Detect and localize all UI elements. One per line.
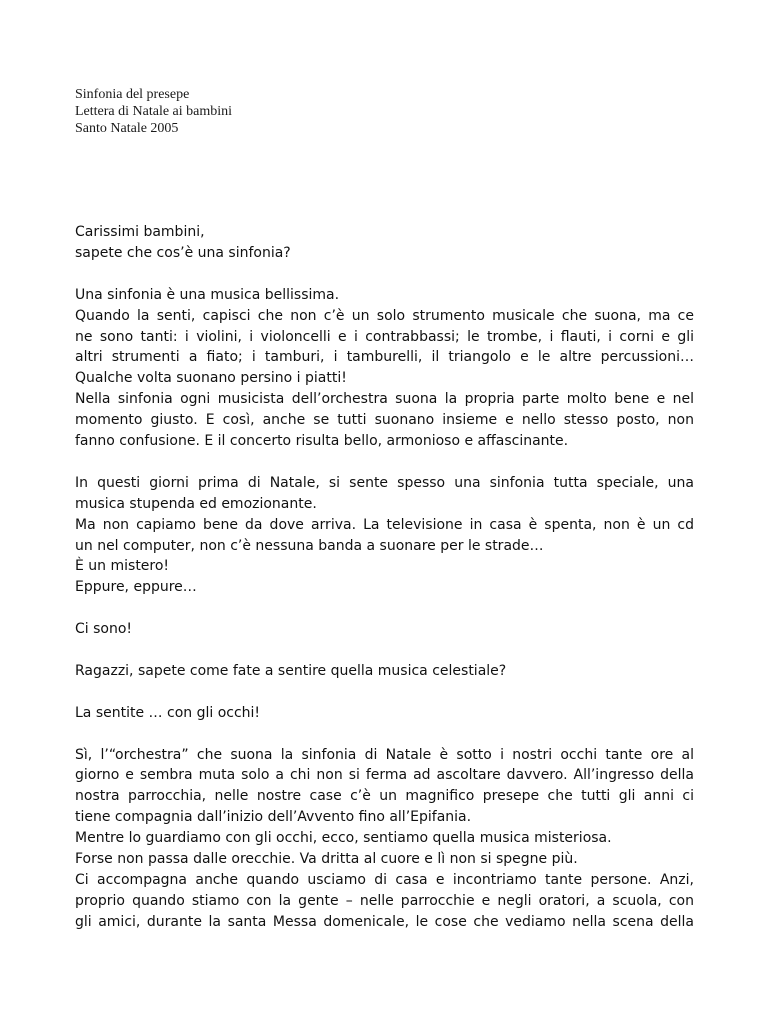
paragraph-gap — [75, 452, 694, 473]
paragraph-line: Nella sinfonia ogni musicista dell’orchestra suona la propria parte molto bene e nel — [75, 391, 694, 408]
paragraph-line: momento giusto. E così, anche se tutti suonano insieme e nello stesso posto, non — [75, 412, 694, 429]
paragraph-line: giorno e sembra muta solo a chi non si ferma ad ascoltare davvero. All’ingresso della — [75, 767, 694, 784]
paragraph-line: tiene compagnia dall’inizio dell’Avvento fino all’Epifania. — [75, 809, 472, 826]
header-subtitle: Lettera di Natale ai bambini — [75, 104, 233, 119]
paragraph-line: nostra parrocchia, nelle nostre case c’è un magnifico presepe che tutti gli anni ci — [75, 788, 694, 805]
paragraph-line: fanno confusione. E il concerto risulta bello, armonioso e affascinante. — [75, 433, 569, 450]
paragraph-line: La sentite … con gli occhi! — [75, 704, 261, 721]
paragraph-line: Una sinfonia è una musica bellissima. — [75, 286, 340, 303]
paragraph-line: Eppure, eppure… — [75, 579, 197, 596]
paragraph-line: In questi giorni prima di Natale, si sente spesso una sinfonia tutta speciale, una — [75, 474, 694, 491]
paragraph-line: Ma non capiamo bene da dove arriva. La televisione in casa è spenta, non è un cd — [75, 516, 694, 533]
paragraph-line: Mentre lo guardiamo con gli occhi, ecco, sentiamo quella musica misteriosa. — [75, 830, 612, 847]
paragraph-line: Ci sono! — [75, 621, 133, 638]
paragraph-line: Qualche volta suonano persino i piatti! — [75, 370, 347, 387]
paragraph-line: Sì, l’“orchestra” che suona la sinfonia di Natale è sotto i nostri occhi tante ore al — [75, 746, 694, 763]
paragraph-line: È un mistero! — [75, 558, 170, 575]
paragraph-line: Ragazzi, sapete come fate a sentire quella musica celestiale? — [75, 662, 507, 679]
paragraph-gap — [75, 724, 694, 745]
paragraph-line: un nel computer, non c’è nessuna banda a suonare per le strade… — [75, 537, 544, 554]
letter-body — [75, 222, 694, 933]
salutation-question: sapete che cos’è una sinfonia? — [75, 244, 291, 261]
salutation-line: Carissimi bambini, — [75, 224, 205, 240]
paragraph-line: ne sono tanti: i violini, i violoncelli e i contrabbassi; le trombe, i flauti, i corni e gli — [75, 328, 694, 345]
paragraph-line: Quando la senti, capisci che non c’è un solo strumento musicale che suona, ma ce — [75, 307, 694, 324]
header-date: Santo Natale 2005 — [75, 121, 179, 136]
paragraph-line: altri strumenti a fiato; i tamburi, i tamburelli, il triangolo e le altre percussioni… — [75, 349, 694, 366]
paragraph-gap — [75, 264, 694, 285]
paragraph-line: Ci accompagna anche quando usciamo di casa e incontriamo tante persone. Anzi, — [75, 872, 694, 888]
letter-header — [75, 86, 232, 137]
paragraph-gap — [75, 598, 694, 619]
paragraph-gap — [75, 682, 694, 703]
paragraph-line: proprio quando stiamo con la gente – nelle parrocchie e negli oratori, a scuola, con — [75, 892, 694, 909]
paragraph-gap — [75, 640, 694, 661]
header-title: Sinfonia del presepe — [75, 87, 190, 102]
paragraph-line: Forse non passa dalle orecchie. Va dritta al cuore e lì non si spegne più. — [75, 851, 578, 868]
paragraph-line: musica stupenda ed emozionante. — [75, 495, 317, 512]
paragraph-line: gli amici, durante la santa Messa domenicale, le cose che vediamo nella scena della — [75, 913, 694, 930]
